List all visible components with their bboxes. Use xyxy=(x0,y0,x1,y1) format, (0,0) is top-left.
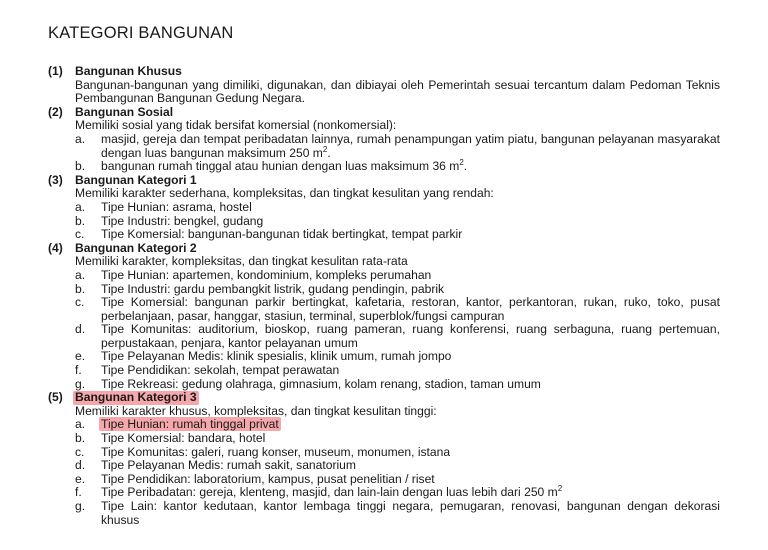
list-item xyxy=(75,418,720,432)
item-text: Tipe Komunitas: auditorium, bioskop, ruang pameran, ruang konferensi, ruang serbaguna, ruang pertemuan, perpustakaan, penjara, kantor pelayanan umum xyxy=(101,322,720,350)
item-letter: b. xyxy=(75,213,86,228)
item-text: Tipe Komersial: bandara, hotel xyxy=(101,431,266,446)
item-tail: . xyxy=(327,145,331,160)
list-item xyxy=(75,283,720,297)
item-text: Tipe Rekreasi: gedung olahraga, gimnasium, kolam renang, stadion, taman umum xyxy=(101,376,541,391)
item-letter: a. xyxy=(75,417,86,432)
item-text: Tipe Lain: kantor kedutaan, kantor lembaga tinggi negara, pemugaran, renovasi, bangunan dengan dekorasi khusus xyxy=(101,499,720,527)
item-text: Tipe Hunian: rumah tinggal privat xyxy=(101,417,279,432)
list-item xyxy=(75,160,720,174)
list-item xyxy=(75,378,720,392)
item-tail: . xyxy=(463,159,468,174)
item-letter: a. xyxy=(75,131,86,146)
section-number: (4) xyxy=(48,240,63,255)
item-text: Tipe Pelayanan Medis: rumah sakit, sanatorium xyxy=(101,458,356,473)
list-item xyxy=(75,500,720,527)
list-item xyxy=(75,269,720,283)
section-number: (3) xyxy=(48,172,63,187)
item-text: Tipe Komersial: bangunan-bangunan tidak bertingkat, tempat parkir xyxy=(101,227,463,242)
item-text: Tipe Komersial: bangunan parkir bertingkat, kafetaria, restoran, kantor, perkantoran, rukan, ruko, toko, pusat perbelanjaan, pasar, hanggar, stasiun, terminal, superblok/fungsi campuran xyxy=(101,295,720,323)
item-text: Tipe Komunitas: galeri, ruang konser, museum, monumen, istana xyxy=(101,444,451,459)
item-text: Tipe Industri: bengkel, gudang xyxy=(101,213,264,228)
section-description: Memiliki sosial yang tidak bersifat komersial (nonkomersial): xyxy=(75,118,397,133)
item-letter: d. xyxy=(75,458,86,473)
item-letter: e. xyxy=(75,349,86,364)
item-letter: b. xyxy=(75,431,86,446)
item-letter: e. xyxy=(75,471,86,486)
section-description: Memiliki karakter sederhana, kompleksitas, dan tingkat kesulitan yang rendah: xyxy=(75,186,494,201)
section-title: Bangunan Khusus xyxy=(75,64,182,78)
item-letter: c. xyxy=(75,295,85,310)
item-letter: d. xyxy=(75,322,86,337)
section-title: Bangunan Sosial xyxy=(75,104,174,119)
item-letter: a. xyxy=(75,267,86,282)
superscript: 2 xyxy=(322,144,328,154)
item-text: masjid, gereja dan tempat peribadatan lainnya, rumah penampungan yatim piatu, bangunan pelayanan masyarakat dengan luas bangunan maksimum 250 m xyxy=(101,131,720,160)
section-description: Bangunan-bangunan yang dimiliki, digunakan, dan dibiayai oleh Pemerintah sesuai tercantum dalam Pedoman Teknis Pembangunan Bangunan Gedung Negara. xyxy=(75,77,720,106)
section-description: Memiliki karakter khusus, kompleksitas, dan tingkat kesulitan tinggi: xyxy=(75,403,437,418)
list-item xyxy=(75,350,720,364)
item-letter: g. xyxy=(75,376,86,391)
section-title: Bangunan Kategori 1 xyxy=(75,172,197,187)
item-letter: b. xyxy=(75,159,86,174)
list-item xyxy=(75,486,720,500)
item-letter: a. xyxy=(75,199,86,214)
item-letter: g. xyxy=(75,499,86,513)
list-item xyxy=(75,432,720,446)
list-item xyxy=(75,446,720,460)
item-text: Tipe Peribadatan: gereja, klenteng, masjid, dan lain-lain dengan luas lebih dari 250 m xyxy=(101,485,558,500)
list-item xyxy=(75,296,720,323)
superscript: 2 xyxy=(459,158,464,168)
section-4 xyxy=(48,242,720,392)
list-item xyxy=(75,364,720,378)
section-1 xyxy=(48,65,720,106)
section-number: (2) xyxy=(48,104,63,119)
section-number: (1) xyxy=(48,64,63,78)
item-letter: b. xyxy=(75,281,86,296)
superscript: 2 xyxy=(557,484,563,494)
item-text: Tipe Hunian: asrama, hostel xyxy=(101,199,252,214)
section-title: Bangunan Kategori 3 xyxy=(75,390,197,405)
section-description: Memiliki karakter, kompleksitas, dan tingkat kesulitan rata-rata xyxy=(75,254,408,269)
section-number: (5) xyxy=(48,390,63,405)
list-item xyxy=(75,323,720,350)
item-letter: f. xyxy=(75,485,82,500)
list-item xyxy=(75,133,720,160)
section-5 xyxy=(48,391,720,527)
section-title: Bangunan Kategori 2 xyxy=(75,240,197,255)
item-letter: f. xyxy=(75,363,82,378)
section-3 xyxy=(48,174,720,242)
item-text: Tipe Pelayanan Medis: klinik spesialis, klinik umum, rumah jompo xyxy=(101,349,452,364)
item-text: Tipe Pendidikan: laboratorium, kampus, pusat penelitian / riset xyxy=(101,471,435,486)
list-item xyxy=(75,215,720,229)
item-text: bangunan rumah tinggal atau hunian dengan luas maksimum 36 m xyxy=(101,159,460,174)
item-text: Tipe Industri: gardu pembangkit listrik, gudang pendingin, pabrik xyxy=(101,281,445,296)
list-item xyxy=(75,459,720,473)
section-2 xyxy=(48,106,720,174)
item-text: Tipe Hunian: apartemen, kondominium, kompleks perumahan xyxy=(101,267,432,282)
item-text: Tipe Pendidikan: sekolah, tempat perawatan xyxy=(101,363,340,378)
list-item xyxy=(75,201,720,215)
item-letter: c. xyxy=(75,227,85,242)
list-item xyxy=(75,228,720,242)
category-list xyxy=(48,65,720,527)
item-letter: c. xyxy=(75,444,85,459)
page-title: KATEGORI BANGUNAN xyxy=(48,24,234,42)
